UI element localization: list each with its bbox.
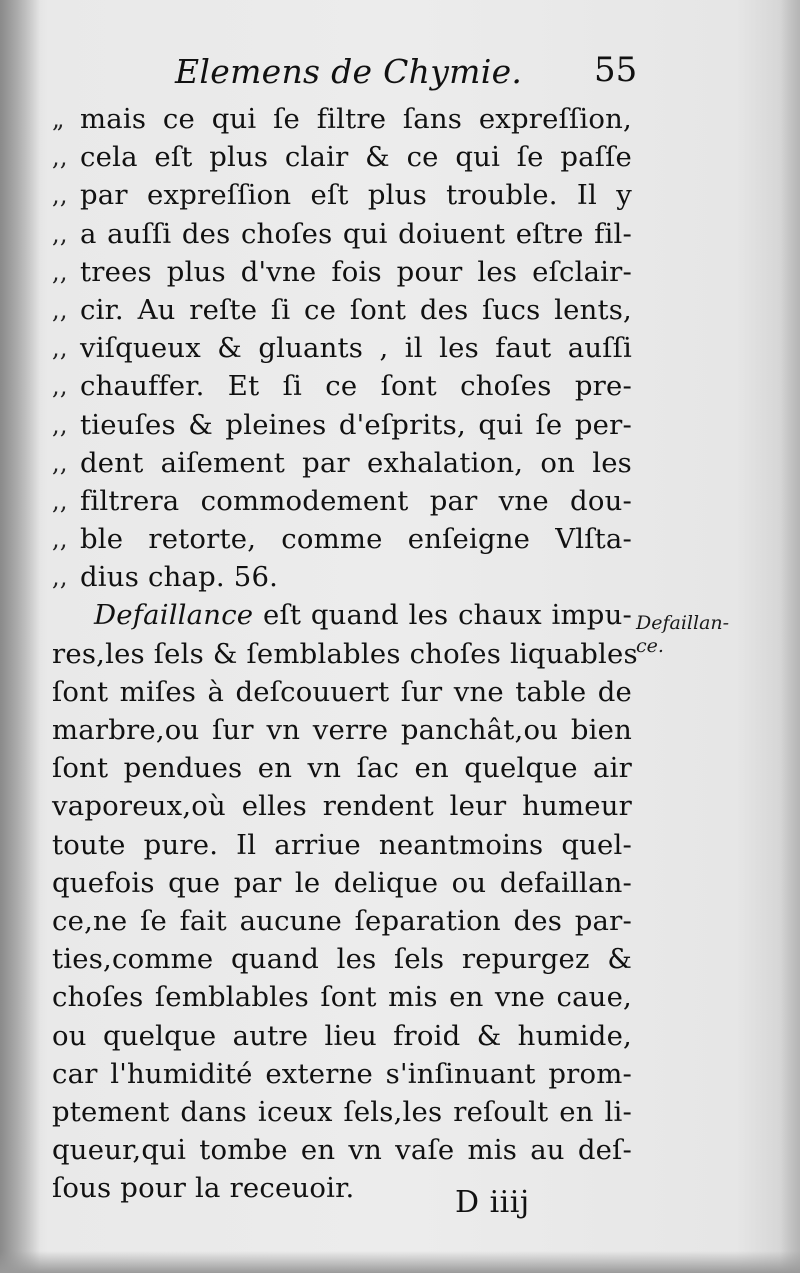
line-text: ptement dans iceux ſels,les reſoult en li- bbox=[52, 1095, 632, 1128]
line-text: ſont miſes à deſcouuert ſur vne table de bbox=[52, 675, 632, 708]
paragraph-line bbox=[52, 1055, 632, 1093]
quoted-line bbox=[52, 406, 632, 444]
quote-mark: ,, bbox=[52, 143, 68, 172]
quote-mark: ,, bbox=[52, 372, 68, 401]
definition-term: Defaillance bbox=[94, 599, 254, 632]
paragraph-line bbox=[52, 711, 632, 749]
signature-mark: D iiij bbox=[455, 1185, 530, 1220]
quote-mark: „ bbox=[52, 105, 65, 133]
line-text: par expreſſion eſt plus trouble. Il y bbox=[80, 179, 632, 212]
quoted-line bbox=[52, 138, 632, 176]
quoted-line bbox=[52, 291, 632, 329]
line-text: quefois que par le delique ou defaillan- bbox=[52, 866, 632, 899]
text-block bbox=[52, 100, 638, 1207]
line-text: dius chap. 56. bbox=[80, 561, 279, 594]
line-text: cir. Au reſte ſi ce ſont des ſucs lents, bbox=[80, 293, 632, 326]
paragraph-line bbox=[52, 902, 632, 940]
quoted-line bbox=[52, 215, 632, 253]
line-text: marbre,ou ſur vn verre panchât,ou bien bbox=[52, 714, 632, 746]
line-text: res,les ſels & ſemblables choſes liquables bbox=[52, 637, 638, 670]
quoted-line bbox=[52, 176, 632, 214]
line-text: ou quelque autre lieu froid & humide, bbox=[52, 1019, 632, 1052]
line-text: ce,ne ſe fait aucune ſeparation des par- bbox=[52, 904, 632, 937]
quote-mark: ,, bbox=[52, 486, 68, 515]
quoted-line bbox=[52, 253, 632, 291]
paragraph-line bbox=[52, 1131, 632, 1169]
definition-first-line bbox=[52, 596, 632, 634]
line-text: ble retorte, comme enſeigne Vlſta- bbox=[80, 523, 632, 556]
quote-mark: ,, bbox=[52, 334, 68, 363]
edge-shadow bbox=[780, 0, 800, 1273]
paragraph-line bbox=[52, 1169, 632, 1207]
quote-mark: ,, bbox=[52, 410, 68, 439]
quote-mark: ,, bbox=[52, 219, 68, 248]
page-number: 55 bbox=[594, 50, 638, 90]
margin-note-line: ce. bbox=[636, 635, 664, 657]
line-text: vaporeux,où elles rendent leur humeur bbox=[52, 790, 632, 823]
line-text: a auſſi des choſes qui doiuent eſtre fil- bbox=[80, 217, 632, 250]
line-text: eſt quand les chaux impu- bbox=[263, 599, 632, 632]
line-text: chauffer. Et ſi ce ſont choſes pre- bbox=[80, 370, 632, 403]
line-text: choſes ſemblables ſont mis en vne caue, bbox=[52, 981, 632, 1014]
quoted-line bbox=[52, 444, 632, 482]
margin-note bbox=[636, 612, 729, 658]
quote-mark: ,, bbox=[52, 181, 68, 210]
running-title: Elemens de Chymie. bbox=[175, 52, 523, 91]
paragraph-line bbox=[52, 978, 632, 1016]
quote-mark: ,, bbox=[52, 563, 68, 592]
paragraph-line bbox=[52, 1017, 632, 1055]
paragraph-line bbox=[52, 787, 632, 825]
line-text: tieuſes & pleines d'eſprits, qui ſe per- bbox=[80, 408, 632, 441]
line-text: toute pure. Il arriue neantmoins quel- bbox=[52, 828, 632, 861]
paragraph-line bbox=[52, 635, 638, 673]
line-text: ties,comme quand les ſels repurgez & bbox=[52, 943, 632, 976]
bottom-shadow bbox=[0, 1251, 800, 1273]
line-text: filtrera commodement par vne dou- bbox=[80, 484, 632, 517]
quote-mark: ,, bbox=[52, 525, 68, 554]
quoted-line bbox=[52, 520, 632, 558]
line-text: dent aiſement par exhalation, on les bbox=[80, 446, 632, 479]
line-text: viſqueux & gluants , il les faut auſſi bbox=[80, 332, 632, 365]
quoted-line bbox=[52, 558, 632, 596]
line-text: mais ce qui ſe filtre ſans expreſſion, bbox=[80, 103, 632, 135]
quoted-line bbox=[52, 100, 632, 138]
quote-mark: ,, bbox=[52, 448, 68, 477]
quote-mark: ,, bbox=[52, 295, 68, 324]
paragraph-line bbox=[52, 940, 632, 978]
paragraph-line bbox=[52, 864, 632, 902]
margin-note-line: Defaillan- bbox=[636, 612, 730, 634]
quote-mark: ,, bbox=[52, 257, 68, 286]
gutter-shadow bbox=[0, 0, 40, 1273]
quoted-line bbox=[52, 367, 632, 405]
paragraph-line bbox=[52, 826, 632, 864]
line-text: cela eſt plus clair & ce qui ſe paſſe bbox=[80, 141, 632, 174]
quoted-line bbox=[52, 482, 632, 520]
line-text: ſous pour la receuoir. bbox=[52, 1172, 355, 1205]
quoted-line bbox=[52, 329, 632, 367]
paragraph-line bbox=[52, 749, 632, 787]
paragraph-line bbox=[52, 1093, 632, 1131]
line-text: trees plus d'vne fois pour les eſclair- bbox=[80, 255, 632, 288]
paragraph-line bbox=[52, 673, 632, 711]
line-text: car l'humidité externe s'inſinuant prom- bbox=[52, 1057, 632, 1090]
line-text: ſont pendues en vn ſac en quelque air bbox=[52, 752, 632, 785]
line-text: queur,qui tombe en vn vaſe mis au deſ- bbox=[52, 1134, 632, 1167]
